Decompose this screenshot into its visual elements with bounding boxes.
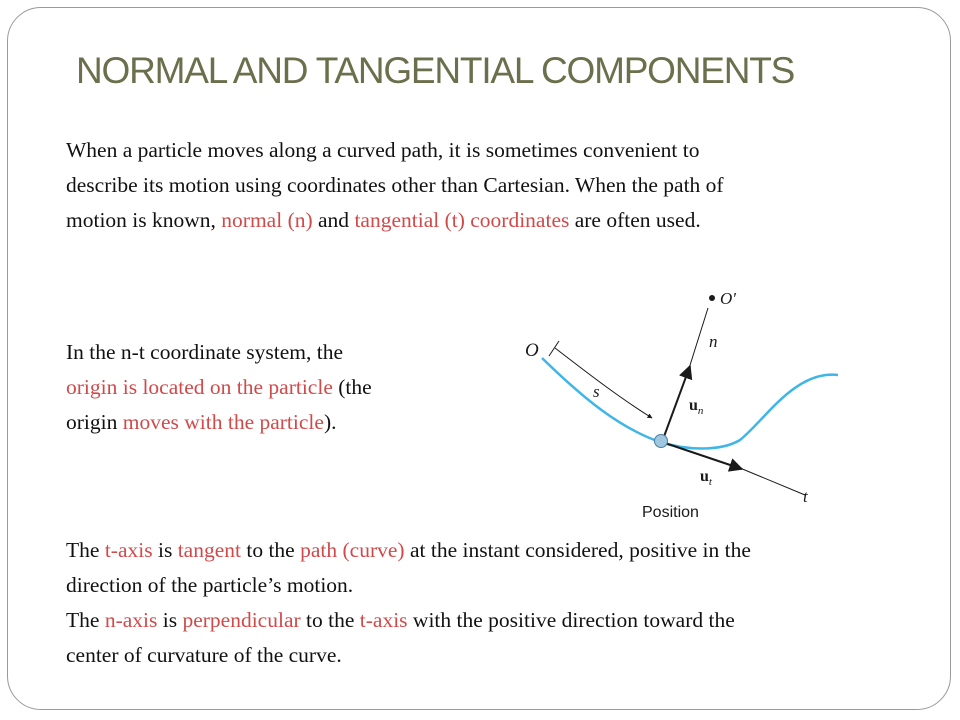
n-axis-label: n xyxy=(709,332,718,351)
axes-line-1 xyxy=(66,533,751,568)
axes-text: with the positive direction toward the xyxy=(407,608,735,632)
diagram-caption: Position xyxy=(642,504,699,521)
origin-text: origin xyxy=(66,410,123,434)
t-axis-label: t xyxy=(803,487,808,506)
highlight-perpendicular: perpendicular xyxy=(182,608,301,632)
unit-tangent-u: u xyxy=(700,468,709,485)
unit-tangent-subscript: t xyxy=(708,476,712,488)
center-of-curvature-label: O′ xyxy=(720,289,736,308)
highlight-t-axis-2: t-axis xyxy=(359,608,408,632)
unit-normal-vector xyxy=(662,366,690,442)
intro-text: motion is known, xyxy=(66,208,222,232)
axes-text: at the instant considered, positive in the xyxy=(404,538,751,562)
intro-line-2: describe its motion using coordinates other than Cartesian. When the path of xyxy=(66,173,724,197)
axes-text: to the xyxy=(300,608,360,632)
highlight-tangential: tangential (t) coordinates xyxy=(354,208,570,232)
intro-line-3 xyxy=(66,203,724,238)
intro-text: are often used. xyxy=(569,208,701,232)
unit-tangent-vector xyxy=(662,442,742,469)
highlight-tangent: tangent xyxy=(177,538,241,562)
axes-text: to the xyxy=(240,538,301,562)
unit-normal-label xyxy=(689,397,704,417)
slide-title: NORMAL AND TANGENTIAL COMPONENTS xyxy=(76,50,795,91)
axes-text: is xyxy=(152,538,178,562)
origin-text: (the xyxy=(332,375,372,399)
unit-normal-u: u xyxy=(689,397,698,414)
axes-paragraph xyxy=(66,533,751,673)
origin-line-1: In the n-t coordinate system, the xyxy=(66,340,344,364)
intro-text: and xyxy=(312,208,355,232)
highlight-moves-with-particle: moves with the particle xyxy=(122,410,324,434)
axes-line-4: center of curvature of the curve. xyxy=(66,643,342,667)
axes-line-3 xyxy=(66,603,751,638)
axes-line-2: direction of the particle’s motion. xyxy=(66,573,354,597)
t-axis-line xyxy=(740,468,805,495)
nt-coordinates-diagram xyxy=(505,280,845,530)
arc-length-label: s xyxy=(593,382,600,401)
origin-line-3 xyxy=(66,405,372,440)
highlight-n-axis: n-axis xyxy=(104,608,158,632)
origin-line-2 xyxy=(66,370,372,405)
origin-text: ). xyxy=(323,410,337,434)
origin-label: O xyxy=(525,340,539,361)
intro-line-1: When a particle moves along a curved path, it is sometimes convenient to xyxy=(66,138,700,162)
axes-text: The xyxy=(66,538,105,562)
origin-paragraph xyxy=(66,335,372,440)
axes-text: The xyxy=(66,608,105,632)
highlight-t-axis: t-axis xyxy=(104,538,153,562)
unit-tangent-label xyxy=(700,468,713,488)
highlight-origin-located: origin is located on the particle xyxy=(66,375,333,399)
center-of-curvature-point xyxy=(709,295,715,301)
axes-text: is xyxy=(157,608,183,632)
arc-length-tick xyxy=(549,341,559,356)
unit-normal-subscript: n xyxy=(697,405,704,417)
highlight-path-curve: path (curve) xyxy=(300,538,405,562)
intro-paragraph xyxy=(66,133,724,238)
particle xyxy=(655,435,668,448)
highlight-normal: normal (n) xyxy=(221,208,313,232)
